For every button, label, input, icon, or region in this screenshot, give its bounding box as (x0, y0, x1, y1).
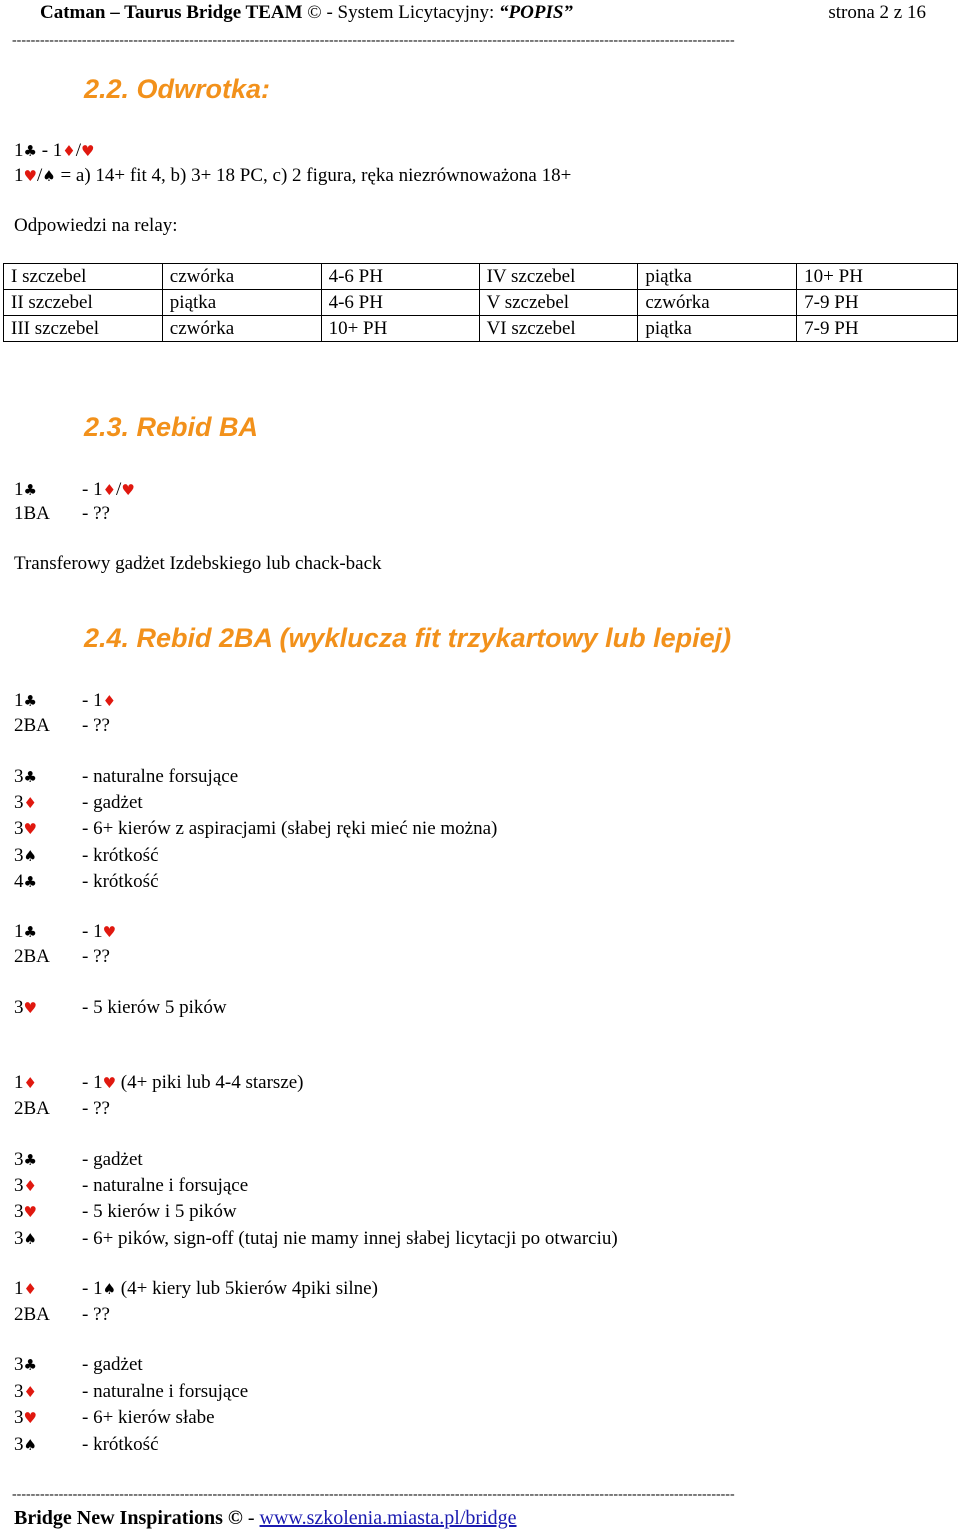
diamond-icon: ♦ (23, 1177, 37, 1195)
heart-icon: ♥ (23, 167, 37, 185)
club-icon: ♣ (23, 768, 37, 786)
header-team: Catman – Taurus Bridge TEAM (40, 2, 303, 23)
table-cell: IV szczebel (479, 264, 638, 290)
diamond-icon: ♦ (102, 481, 117, 499)
heart-icon: ♥ (23, 1409, 37, 1427)
footer-text: Bridge New Inspirations (14, 1507, 223, 1529)
table-cell: 10+ PH (797, 264, 958, 290)
diamond-icon: ♦ (23, 794, 37, 812)
table-cell: piątka (638, 316, 797, 342)
table-cell: czwórka (162, 316, 321, 342)
spade-icon: ♠ (102, 1280, 117, 1298)
section-heading-rebid-2ba: 2.4. Rebid 2BA (wyklucza fit trzykartowy lub lepiej) (84, 623, 732, 653)
page-number: strona 2 z 16 (828, 2, 926, 23)
table-cell: 7-9 PH (797, 290, 958, 316)
bid-line: 1♣ - 1♦/♥ (14, 140, 95, 161)
heart-icon: ♥ (81, 142, 95, 160)
relay-table (3, 263, 958, 342)
table-cell: piątka (162, 290, 321, 316)
header-divider: ----------------------------------------------------------------------------------------------------------------------------------------------------------- (12, 34, 735, 48)
footer-divider: ----------------------------------------------------------------------------------------------------------------------------------------------------------- (12, 1488, 735, 1502)
club-icon: ♣ (23, 481, 37, 499)
header-system-name: “POPIS” (499, 2, 573, 23)
club-icon: ♣ (23, 873, 37, 891)
heart-icon: ♥ (23, 820, 37, 838)
diamond-icon: ♦ (23, 1074, 37, 1092)
page-footer: Bridge New Inspirations © - www.szkolenia.miasta.pl/bridge (14, 1507, 517, 1529)
note-text: Transferowy gadżet Izdebskiego lub chack-back (14, 553, 382, 574)
copyright-icon: © (227, 1507, 243, 1529)
copyright-icon: © (307, 2, 322, 23)
heart-icon: ♥ (102, 1074, 117, 1092)
table-cell: V szczebel (479, 290, 638, 316)
diamond-icon: ♦ (62, 142, 76, 160)
table-cell: piątka (638, 264, 797, 290)
spade-icon: ♠ (23, 1436, 37, 1454)
spade-icon: ♠ (42, 167, 56, 185)
club-icon: ♣ (23, 1356, 37, 1374)
header-system-label: - System Licytacyjny: (321, 2, 500, 23)
relay-label: Odpowiedzi na relay: (14, 215, 178, 236)
diamond-icon: ♦ (102, 692, 117, 710)
header-title (40, 2, 573, 24)
table-cell: czwórka (162, 264, 321, 290)
heart-icon: ♥ (23, 999, 37, 1017)
table-row (4, 264, 958, 290)
spade-icon: ♠ (23, 1230, 37, 1248)
section-heading-rebid-ba: 2.3. Rebid BA (84, 412, 259, 442)
table-cell: 4-6 PH (321, 290, 479, 316)
page-header (40, 2, 952, 26)
section-heading-odwrotka: 2.2. Odwrotka: (84, 74, 271, 104)
footer-link[interactable]: www.szkolenia.miasta.pl/bridge (259, 1507, 517, 1529)
table-cell: II szczebel (4, 290, 163, 316)
club-icon: ♣ (23, 142, 37, 160)
table-row (4, 316, 958, 342)
diamond-icon: ♦ (23, 1280, 37, 1298)
table-cell: VI szczebel (479, 316, 638, 342)
table-cell: III szczebel (4, 316, 163, 342)
heart-icon: ♥ (121, 481, 135, 499)
club-icon: ♣ (23, 923, 37, 941)
table-cell: 4-6 PH (321, 264, 479, 290)
table-cell: I szczebel (4, 264, 163, 290)
spade-icon: ♠ (23, 847, 37, 865)
club-icon: ♣ (23, 1151, 37, 1169)
heart-icon: ♥ (102, 923, 117, 941)
club-icon: ♣ (23, 692, 37, 710)
table-row (4, 290, 958, 316)
table-cell: czwórka (638, 290, 797, 316)
table-cell: 7-9 PH (797, 316, 958, 342)
heart-icon: ♥ (23, 1203, 37, 1221)
bid-line: 1♥/♠ = a) 14+ fit 4, b) 3+ 18 PC, c) 2 figura, ręka niezrównoważona 18+ (14, 165, 572, 186)
diamond-icon: ♦ (23, 1383, 37, 1401)
table-cell: 10+ PH (321, 316, 479, 342)
